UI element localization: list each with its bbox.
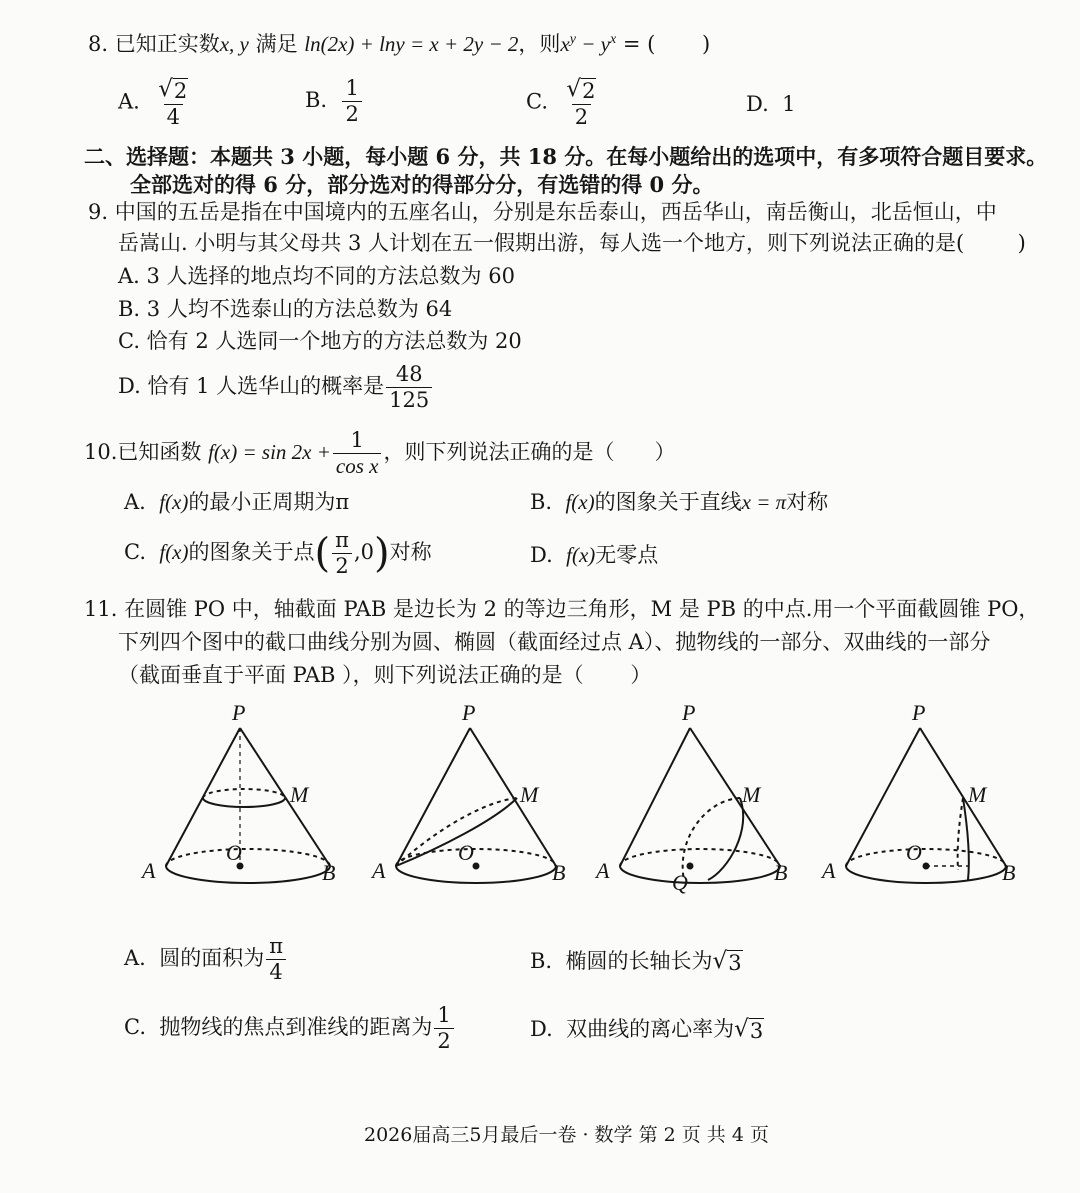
q10-option-d: D. f(x)无零点 xyxy=(530,543,659,567)
q11-option-b: B. 椭圆的长轴长为 √ 3 xyxy=(530,948,742,975)
fig4-label-a: A xyxy=(822,858,836,883)
q9-stem-line1: 9. 中国的五岳是指在中国境内的五座名山，分别是东岳泰山，西岳华山，南岳衡山，北岳恒山，中 xyxy=(88,200,997,224)
section2-heading-line2: 全部选对的得 6 分，部分选对的得部分分，有选错的得 0 分。 xyxy=(130,172,714,197)
q8-option-a: A. √ 2 4 xyxy=(118,76,188,129)
section2-heading: 二、选择题：本题共 3 小题，每小题 6 分，共 18 分。在每小题给出的选项中，有多项符合题目要求。 xyxy=(84,144,1048,169)
fig2-label-b: B xyxy=(552,860,566,885)
cone-figure-parabola xyxy=(594,700,787,895)
q8-option-d: D. 1 xyxy=(746,92,796,116)
fig2-label-p: P xyxy=(462,700,476,725)
q9-option-b: B. 3 人均不选泰山的方法总数为 64 xyxy=(118,297,453,321)
fig3-label-o: Q xyxy=(672,870,688,895)
q11-option-c: C. 抛物线的焦点到准线的距离为 $\frac{1}{2}$ xyxy=(124,1003,456,1054)
fig2-label-m: M xyxy=(520,782,539,807)
q10-stem: 10.已知函数 f(x) = sin 2x + $\frac{1}{\text{cos x}}$ ，则下列说法正确的是（ ） xyxy=(84,428,676,479)
fig1-label-o: O xyxy=(226,840,242,865)
q11-option-d: D. 双曲线的离心率为 √ 3 xyxy=(530,1016,764,1043)
cone-figure-hyperbola xyxy=(820,700,1015,885)
fig4-label-p: P xyxy=(912,700,926,725)
q10-option-b: B. f(x)的图象关于直线x = π对称 xyxy=(530,490,829,514)
fig1-label-b: B xyxy=(322,860,336,885)
fig3-label-p: P xyxy=(682,700,696,725)
fig3-label-b: B xyxy=(774,860,788,885)
q11-option-a: A. 圆的面积为 $\frac{\pi}{4}$ xyxy=(124,934,288,985)
q11-stem-line1: 11. 在圆锥 PO 中，轴截面 PAB 是边长为 2 的等边三角形，M 是 PB 的中点.用一个平面截圆锥 PO， xyxy=(84,597,1040,621)
q11-stem-line2: 下列四个图中的截口曲线分别为圆、椭圆（截面经过点 A）、抛物线的一部分、双曲线的一部分 xyxy=(118,630,991,654)
cone-figure-circle xyxy=(140,700,335,885)
q8-option-c: C. √ 2 2 xyxy=(526,76,596,129)
q9-option-d: D. 恰有 1 人选华山的概率是 $\frac{48}{125}$ xyxy=(118,362,434,413)
fig4-label-b: B xyxy=(1002,860,1016,885)
fig4-label-o: O xyxy=(906,840,922,865)
page-footer: 2026届高三5月最后一卷 · 数学 第 2 页 共 4 页 xyxy=(364,1124,769,1146)
q9-stem-line2: 岳嵩山. 小明与其父母共 3 人计划在五一假期出游，每人选一个地方，则下列说法正确的是( ) xyxy=(118,231,1026,255)
q10-option-a: A. f(x)的最小正周期为π xyxy=(124,490,350,514)
q8-stem: 8. 已知正实数x, y 满足 ln(2x) + lny = x + 2y − 2，则$x^y - y^x$ = ( ) xyxy=(88,32,711,56)
fig2-label-a: A xyxy=(372,858,386,883)
fig1-label-p: P xyxy=(232,700,246,725)
fig1-label-a: A xyxy=(142,858,156,883)
fig3-label-m: M xyxy=(742,782,761,807)
cone-figures xyxy=(0,690,1080,920)
fig1-label-m: M xyxy=(290,782,309,807)
fig4-label-m: M xyxy=(968,782,987,807)
q9-option-a: A. 3 人选择的地点均不同的方法总数为 60 xyxy=(118,264,515,288)
q11-stem-line3: （截面垂直于平面 PAB ），则下列说法正确的是（ ） xyxy=(118,663,652,687)
fig2-label-o: O xyxy=(458,840,474,865)
cone-figure-ellipse xyxy=(370,700,565,885)
fig3-label-a: A xyxy=(596,858,610,883)
q8-option-b: B. $\frac{1}{2}$ xyxy=(305,76,364,127)
q9-option-c: C. 恰有 2 人选同一个地方的方法总数为 20 xyxy=(118,329,522,353)
q10-option-c: C. f(x)的图象关于点( $\frac{\pi}{2}$ ,0)对称 xyxy=(124,528,432,579)
